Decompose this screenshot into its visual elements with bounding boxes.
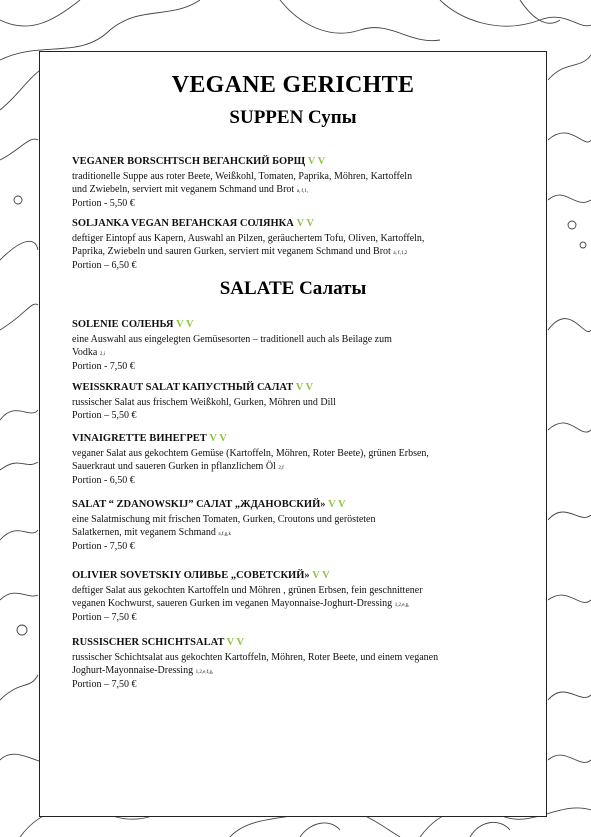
- dish-name: SOLJANKA VEGAN ВЕГАНСКАЯ СОЛЯНКА: [72, 218, 294, 229]
- menu-item-schichtsalat: [72, 636, 520, 692]
- dish-price: Portion - 7,50 €: [72, 361, 135, 372]
- dish-name: RUSSISCHER SCHICHTSALAT: [72, 637, 225, 648]
- menu-item-zdanowskij: [72, 498, 520, 554]
- menu-item-vinaigrette: [72, 432, 520, 488]
- vegan-mark: V V: [176, 319, 194, 330]
- vegan-mark: V V: [328, 499, 346, 510]
- menu-item-weisskraut: [72, 381, 520, 422]
- allergen-codes: 2,i: [99, 351, 106, 357]
- dish-description: eine Auswahl aus eingelegten Gemüsesorten – traditionell auch als Beilage zum Vodka 2,i: [72, 334, 392, 358]
- vegan-mark: V V: [226, 637, 245, 648]
- allergen-codes: a, f,1,: [296, 188, 309, 194]
- dish-price: Portion - 7,50 €: [72, 541, 135, 552]
- vegan-mark: V V: [295, 382, 314, 393]
- dish-description: veganer Salat aus gekochtem Gemüse (Kartoffeln, Möhren, Roter Beete), grünen Erbsen, Sauerkraut und saueren Gurken in pflanzlichem Öl 2,f: [72, 448, 429, 472]
- vegan-mark: V V: [209, 433, 227, 444]
- dish-description: russischer Salat aus frischem Weißkohl, Gurken, Möhren und Dill: [72, 397, 336, 408]
- dish-name: OLIVIER SOVETSKIY ОЛИВЬЕ „СОВЕТСКИЙ»: [72, 570, 310, 581]
- dish-name: VINAIGRETTE ВИНЕГРЕТ: [72, 433, 207, 444]
- vegan-mark: V V: [307, 156, 326, 167]
- menu-title: VEGANE GERICHTE: [171, 72, 415, 98]
- allergen-codes: 1,2,e,g,: [394, 602, 410, 608]
- dish-description: eine Salatmischung mit frischen Tomaten, Gurken, Croutons und gerösteten Salatkernen, mit veganem Schmand a,f,g,k: [72, 514, 376, 538]
- dish-price: Portion - 6,50 €: [72, 475, 135, 486]
- vegan-mark: V V: [296, 218, 314, 229]
- menu-item-soljanka: [72, 217, 520, 273]
- salads-heading: SALATE Салаты: [219, 278, 367, 299]
- dish-price: Portion – 7,50 €: [72, 612, 137, 623]
- dish-description: deftiger Eintopf aus Kapern, Auswahl an Pilzen, geräuchertem Tofu, Oliven, Kartoffeln, Paprika, Zwiebeln und sauren Gurken, serviert mit veganem Schmand und Brot a, f,1,2: [72, 233, 425, 257]
- dish-name: SOLENIE СОЛЕНЬЯ: [72, 319, 174, 330]
- menu-item-olivier: [72, 569, 520, 625]
- allergen-codes: a, f,1,2: [393, 250, 408, 256]
- dish-price: Portion - 5,50 €: [72, 198, 135, 209]
- dish-name: VEGANER BORSCHTSCH ВЕГАНСКИЙ БОРЩ: [72, 156, 306, 167]
- vegan-mark: V V: [312, 570, 330, 581]
- dish-name: SALAT “ ZDANOWSKIJ” САЛАТ „ЖДАНОВСКИЙ»: [72, 499, 326, 510]
- menu-panel: [39, 51, 547, 817]
- allergen-codes: a,f,g,k: [218, 531, 231, 537]
- menu-item-solenie: [72, 318, 520, 374]
- dish-price: Portion – 5,50 €: [72, 409, 137, 421]
- allergen-codes: 2,f: [278, 465, 284, 471]
- dish-name: WEISSKRAUT SALAT КАПУСТНЫЙ САЛАТ: [72, 382, 294, 393]
- menu-item-borscht: [72, 155, 520, 211]
- dish-description: russischer Schichtsalat aus gekochten Kartoffeln, Möhren, Roter Beete, und einem veganen Joghurt-Mayonnaise-Dressing 1,2,e,f,g,: [72, 652, 439, 676]
- allergen-codes: 1,2,e,f,g,: [195, 669, 214, 675]
- dish-description: traditionelle Suppe aus roter Beete, Weißkohl, Tomaten, Paprika, Möhren, Kartoffeln und Zwiebeln, serviert mit veganem Schmand und Brot a, f,1,: [72, 171, 413, 195]
- dish-description: deftiger Salat aus gekochten Kartoffeln und Möhren , grünen Erbsen, fein geschnittener veganen Kochwurst, saueren Gurken im veganen Mayonnaise-Joghurt-Dressing 1,2,e,g,: [72, 585, 423, 609]
- dish-price: Portion – 6,50 €: [72, 260, 137, 271]
- dish-price: Portion – 7,50 €: [72, 679, 137, 690]
- soups-heading: SUPPEN Супы: [229, 107, 357, 128]
